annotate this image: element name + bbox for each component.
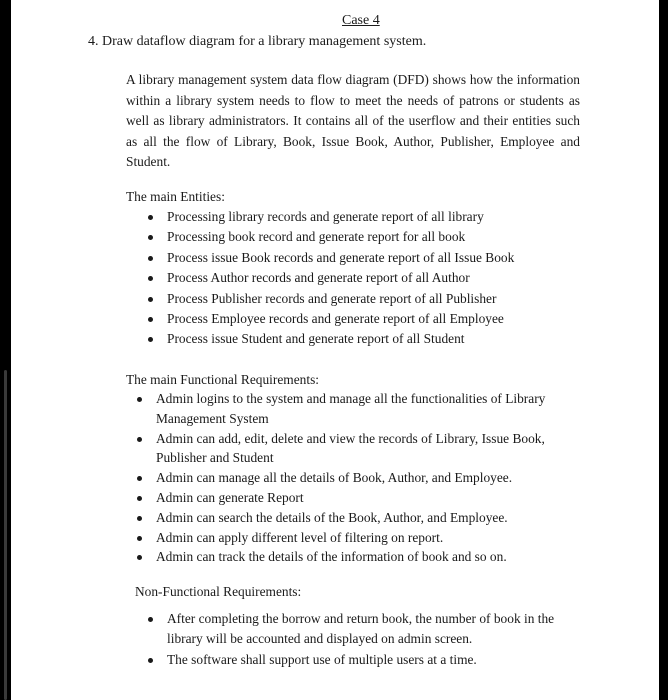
list-item: Admin can add, edit, delete and view the records of Library, Issue Book, Publisher and Student: [129, 429, 591, 469]
non-functional-title: Non-Functional Requirements:: [135, 584, 302, 599]
entities-title: The main Entities:: [126, 189, 225, 204]
list-item: Admin can apply different level of filtering on report.: [129, 528, 591, 548]
list-item: Process Publisher records and generate report of all Publisher: [140, 289, 590, 309]
list-item: Admin can track the details of the information of book and so on.: [129, 547, 591, 567]
question-text: 4. Draw dataflow diagram for a library management system.: [88, 34, 427, 49]
list-item: Process issue Book records and generate report of all Issue Book: [140, 248, 590, 268]
list-item: Process Author records and generate report of all Author: [140, 268, 590, 288]
list-item: After completing the borrow and return book, the number of book in the library will be accounted and displayed on admin screen.: [140, 609, 592, 650]
document-page: [11, 0, 659, 700]
list-item: Admin can generate Report: [129, 488, 591, 508]
list-item: Process issue Student and generate report of all Student: [140, 329, 590, 349]
list-item: Admin can manage all the details of Book, Author, and Employee.: [129, 468, 591, 488]
list-item: Process Employee records and generate report of all Employee: [140, 309, 590, 329]
list-item: Admin can search the details of the Book, Author, and Employee.: [129, 508, 591, 528]
list-item: The software shall support use of multiple users at a time.: [140, 650, 592, 670]
intro-paragraph: A library management system data flow diagram (DFD) shows how the information within a library system needs to flow to meet the needs of patrons or students as well as library administrators. It contains all of the userflow and their entities such as all the flow of Library, Book, Issue Book, Author, Publisher, Employee and Student.: [126, 72, 580, 170]
functional-list: [129, 389, 591, 567]
functional-title: The main Functional Requirements:: [126, 372, 320, 387]
case-heading: Case 4: [342, 13, 380, 28]
list-item: Processing library records and generate report of all library: [140, 207, 590, 227]
scrollbar[interactable]: [4, 370, 7, 700]
entities-list: [140, 207, 590, 350]
list-item: Processing book record and generate report for all book: [140, 227, 590, 247]
non-functional-list: [140, 609, 592, 670]
list-item: Admin logins to the system and manage all the functionalities of Library Management System: [129, 389, 591, 429]
